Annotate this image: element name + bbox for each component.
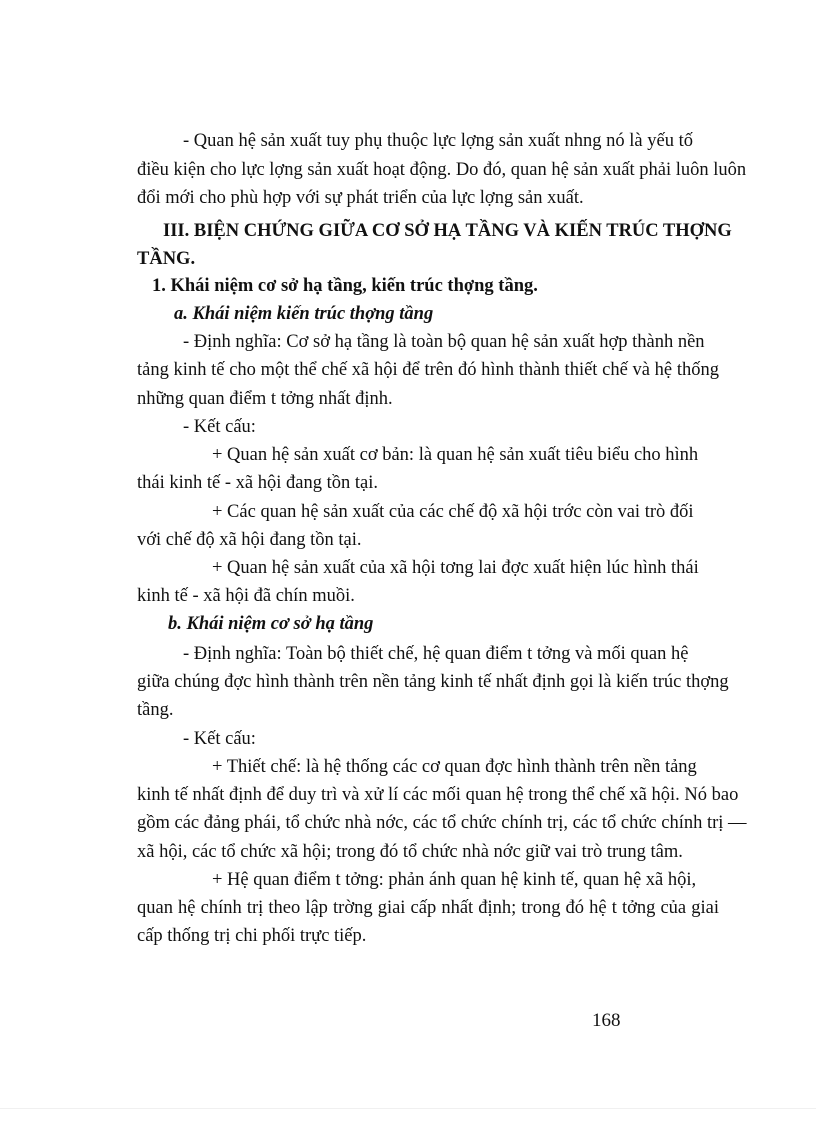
paragraph-line: + Thiết chế: là hệ thống các cơ quan đợc hình thành trên nền tảng bbox=[212, 757, 697, 777]
paragraph-line: - Kết cấu: bbox=[183, 729, 256, 749]
subsubsection-heading: b. Khái niệm cơ sở hạ tầng bbox=[168, 614, 374, 634]
subsubsection-heading: a. Khái niệm kiến trúc thợng tầng bbox=[174, 304, 434, 324]
paragraph-line: tảng kinh tế cho một thể chế xã hội để trên đó hình thành thiết chế và hệ thống bbox=[137, 360, 719, 380]
paragraph-line: - Định nghĩa: Cơ sở hạ tầng là toàn bộ quan hệ sản xuất hợp thành nền bbox=[183, 332, 705, 352]
paragraph-line: + Hệ quan điểm t tởng: phản ánh quan hệ kinh tế, quan hệ xã hội, bbox=[212, 870, 697, 890]
paragraph-line: tầng. bbox=[137, 700, 174, 720]
paragraph-line: giữa chúng đợc hình thành trên nền tảng kinh tế nhất định gọi là kiến trúc thợng bbox=[137, 672, 729, 692]
page-number: 168 bbox=[592, 1010, 621, 1031]
bottom-edge-divider bbox=[0, 1108, 816, 1109]
paragraph-line: kinh tế nhất định để duy trì và xử lí các mối quan hệ trong thể chế xã hội. Nó bao bbox=[137, 785, 739, 805]
section-heading-cont: TẦNG. bbox=[137, 249, 196, 269]
section-heading: III. BIỆN CHỨNG GIỮA CƠ SỞ HẠ TẦNG VÀ KIẾN TRÚC THỢNG bbox=[163, 221, 732, 241]
paragraph-line: gồm các đảng phái, tổ chức nhà nớc, các tổ chức chính trị, các tổ chức chính trị — bbox=[137, 813, 747, 833]
paragraph-line: - Quan hệ sản xuất tuy phụ thuộc lực lợng sản xuất nhng nó là yếu tố bbox=[183, 131, 693, 151]
paragraph-line: với chế độ xã hội đang tồn tại. bbox=[137, 530, 362, 550]
paragraph-line: - Kết cấu: bbox=[183, 417, 256, 437]
paragraph-line: + Quan hệ sản xuất của xã hội tơng lai đợc xuất hiện lúc hình thái bbox=[212, 558, 699, 578]
paragraph-line: + Quan hệ sản xuất cơ bản: là quan hệ sản xuất tiêu biểu cho hình bbox=[212, 445, 699, 465]
paragraph-line: xã hội, các tổ chức xã hội; trong đó tổ chức nhà nớc giữ vai trò trung tâm. bbox=[137, 842, 683, 862]
paragraph-line: kinh tế - xã hội đã chín muồi. bbox=[137, 586, 355, 606]
paragraph-line: cấp thống trị chi phối trực tiếp. bbox=[137, 926, 367, 946]
paragraph-line: - Định nghĩa: Toàn bộ thiết chế, hệ quan điểm t tởng và mối quan hệ bbox=[183, 644, 689, 664]
paragraph-line: những quan điểm t tởng nhất định. bbox=[137, 389, 393, 409]
paragraph-line: điều kiện cho lực lợng sản xuất hoạt động. Do đó, quan hệ sản xuất phải luôn luôn bbox=[137, 160, 747, 180]
paragraph-line: thái kinh tế - xã hội đang tồn tại. bbox=[137, 473, 378, 493]
paragraph-line: đổi mới cho phù hợp với sự phát triển của lực lợng sản xuất. bbox=[137, 188, 584, 208]
paragraph-line: + Các quan hệ sản xuất của các chế độ xã hội trớc còn vai trò đối bbox=[212, 502, 694, 522]
subsection-heading: 1. Khái niệm cơ sở hạ tầng, kiến trúc thợng tầng. bbox=[152, 276, 538, 296]
paragraph-line: quan hệ chính trị theo lập trờng giai cấp nhất định; trong đó hệ t tởng của giai bbox=[137, 898, 719, 918]
